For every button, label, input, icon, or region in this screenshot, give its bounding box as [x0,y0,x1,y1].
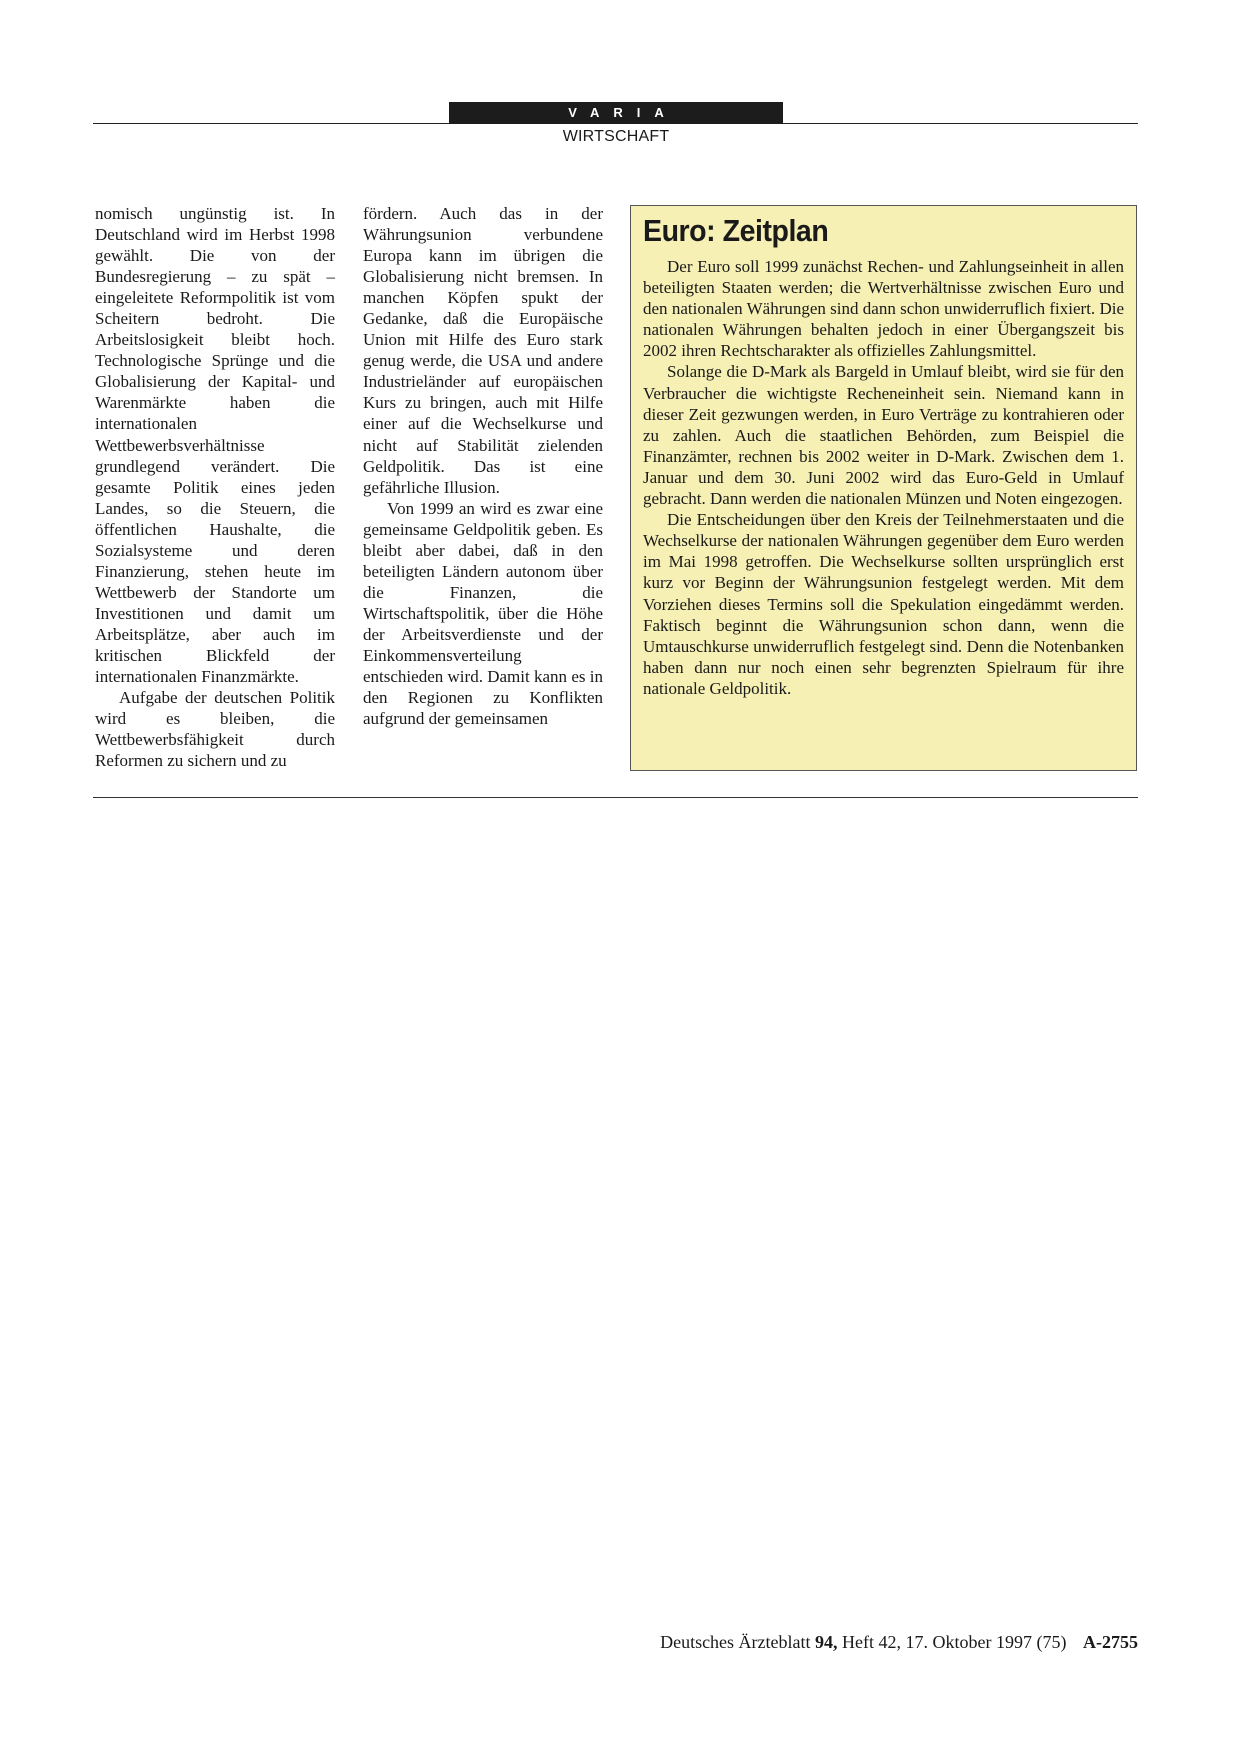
infobox [630,205,1137,771]
article-paragraph: Aufgabe der deutschen Politik wird es bleiben, die Wettbewerbsfähigkeit durch Reformen zu sichern und zu [95,688,335,771]
article-paragraph: Von 1999 an wird es zwar eine gemeinsame Geldpolitik geben. Es bleibt aber dabei, daß in den beteiligten Ländern autonom über die Finanzen, die Wirtschaftspolitik, über die Höhe der Arbeitsverdienste und der Einkommensverteilung entschieden wird. Damit kann es in den Regionen zu Konflikten aufgrund der gemeinsamen [363,498,603,729]
infobox-paragraph: Solange die D-Mark als Bargeld in Umlauf bleibt, wird sie für den Verbraucher die wichtigste Recheneinheit sein. Niemand kann in dieser Zeit gezwungen werden, in Euro Verträge zu kontrahieren oder zu zahlen. Auch die staatlichen Behörden, zum Beispiel die Finanzämter, rechnen bis 2002 weiter in D-Mark. Zwischen dem 1. Januar und dem 30. Juni 2002 wird das Euro-Geld in Umlauf gebracht. Dann werden die nationalen Münzen und Noten eingezogen. [643,362,1124,509]
article-column-2 [363,203,603,729]
section-label: VARIA [449,102,783,124]
article-column-1 [95,203,335,771]
journal-name: Deutsches Ärzteblatt [660,1632,811,1652]
issue-info: Heft 42, 17. Oktober 1997 (75) [842,1632,1067,1652]
infobox-title: Euro: Zeitplan [643,213,829,248]
subsection-label: WIRTSCHAFT [562,128,670,145]
page-footer [660,1632,1138,1653]
infobox-paragraph: Der Euro soll 1999 zunächst Rechen- und Zahlungseinheit in allen beteiligten Staaten werden; die Wertverhältnisse zwischen Euro und den nationalen Währungen sind dann schon unwiderruflich fixiert. Die nationalen Währungen behalten jedoch in einer Übergangszeit bis 2002 ihren Rechtscharakter als offizielles Zahlungsmittel. [643,257,1124,361]
infobox-text [643,256,1124,699]
article-paragraph: fördern. Auch das in der Währungsunion verbundene Europa kann im übrigen die Globalisierung nicht bremsen. In manchen Köpfen spukt der Gedanke, daß die Europäische Union mit Hilfe des Euro stark genug werde, die USA und andere Industrieländer auf europäischen Kurs zu bringen, auch mit Hilfe einer auf die Wechselkurse und nicht auf Stabilität zielenden Geldpolitik. Das ist eine gefährliche Illusion. [363,204,603,497]
article-paragraph: nomisch ungünstig ist. In Deutschland wird im Herbst 1998 gewählt. Die von der Bundesregierung – zu spät – eingeleitete Reformpolitik ist vom Scheitern bedroht. Die Arbeitslosigkeit bleibt hoch. Technologische Sprünge und die Globalisierung der Kapital- und Warenmärkte haben die internationalen Wettbewerbsverhältnisse grundlegend verändert. Die gesamte Politik eines jeden Landes, so die Steuern, die öffentlichen Haushalte, die Sozialsysteme und deren Finanzierung, stehen heute im Wettbewerb der Standorte um Investitionen und damit um Arbeitsplätze, aber auch im kritischen Blickfeld der internationalen Finanzmärkte. [95,204,335,687]
infobox-paragraph: Die Entscheidungen über den Kreis der Teilnehmerstaaten und die Wechselkurse der nationalen Währungen gegenüber dem Euro werden im Mai 1998 getroffen. Die Wechselkurse sollten ursprünglich erst kurz vor Beginn der Währungsunion festgelegt werden. Mit dem Vorziehen dieses Termins soll die Spekulation eingedämmt werden. Faktisch beginnt die Währungsunion schon dann, wenn die Umtauschkurse unwiderruflich festgelegt sind. Denn die Notenbanken haben dann nur noch einen sehr begrenzten Spielraum für ihre nationale Geldpolitik. [643,510,1124,698]
bottom-rule [93,797,1138,798]
journal-volume: 94, [815,1632,838,1652]
page-number: A-2755 [1083,1632,1138,1652]
